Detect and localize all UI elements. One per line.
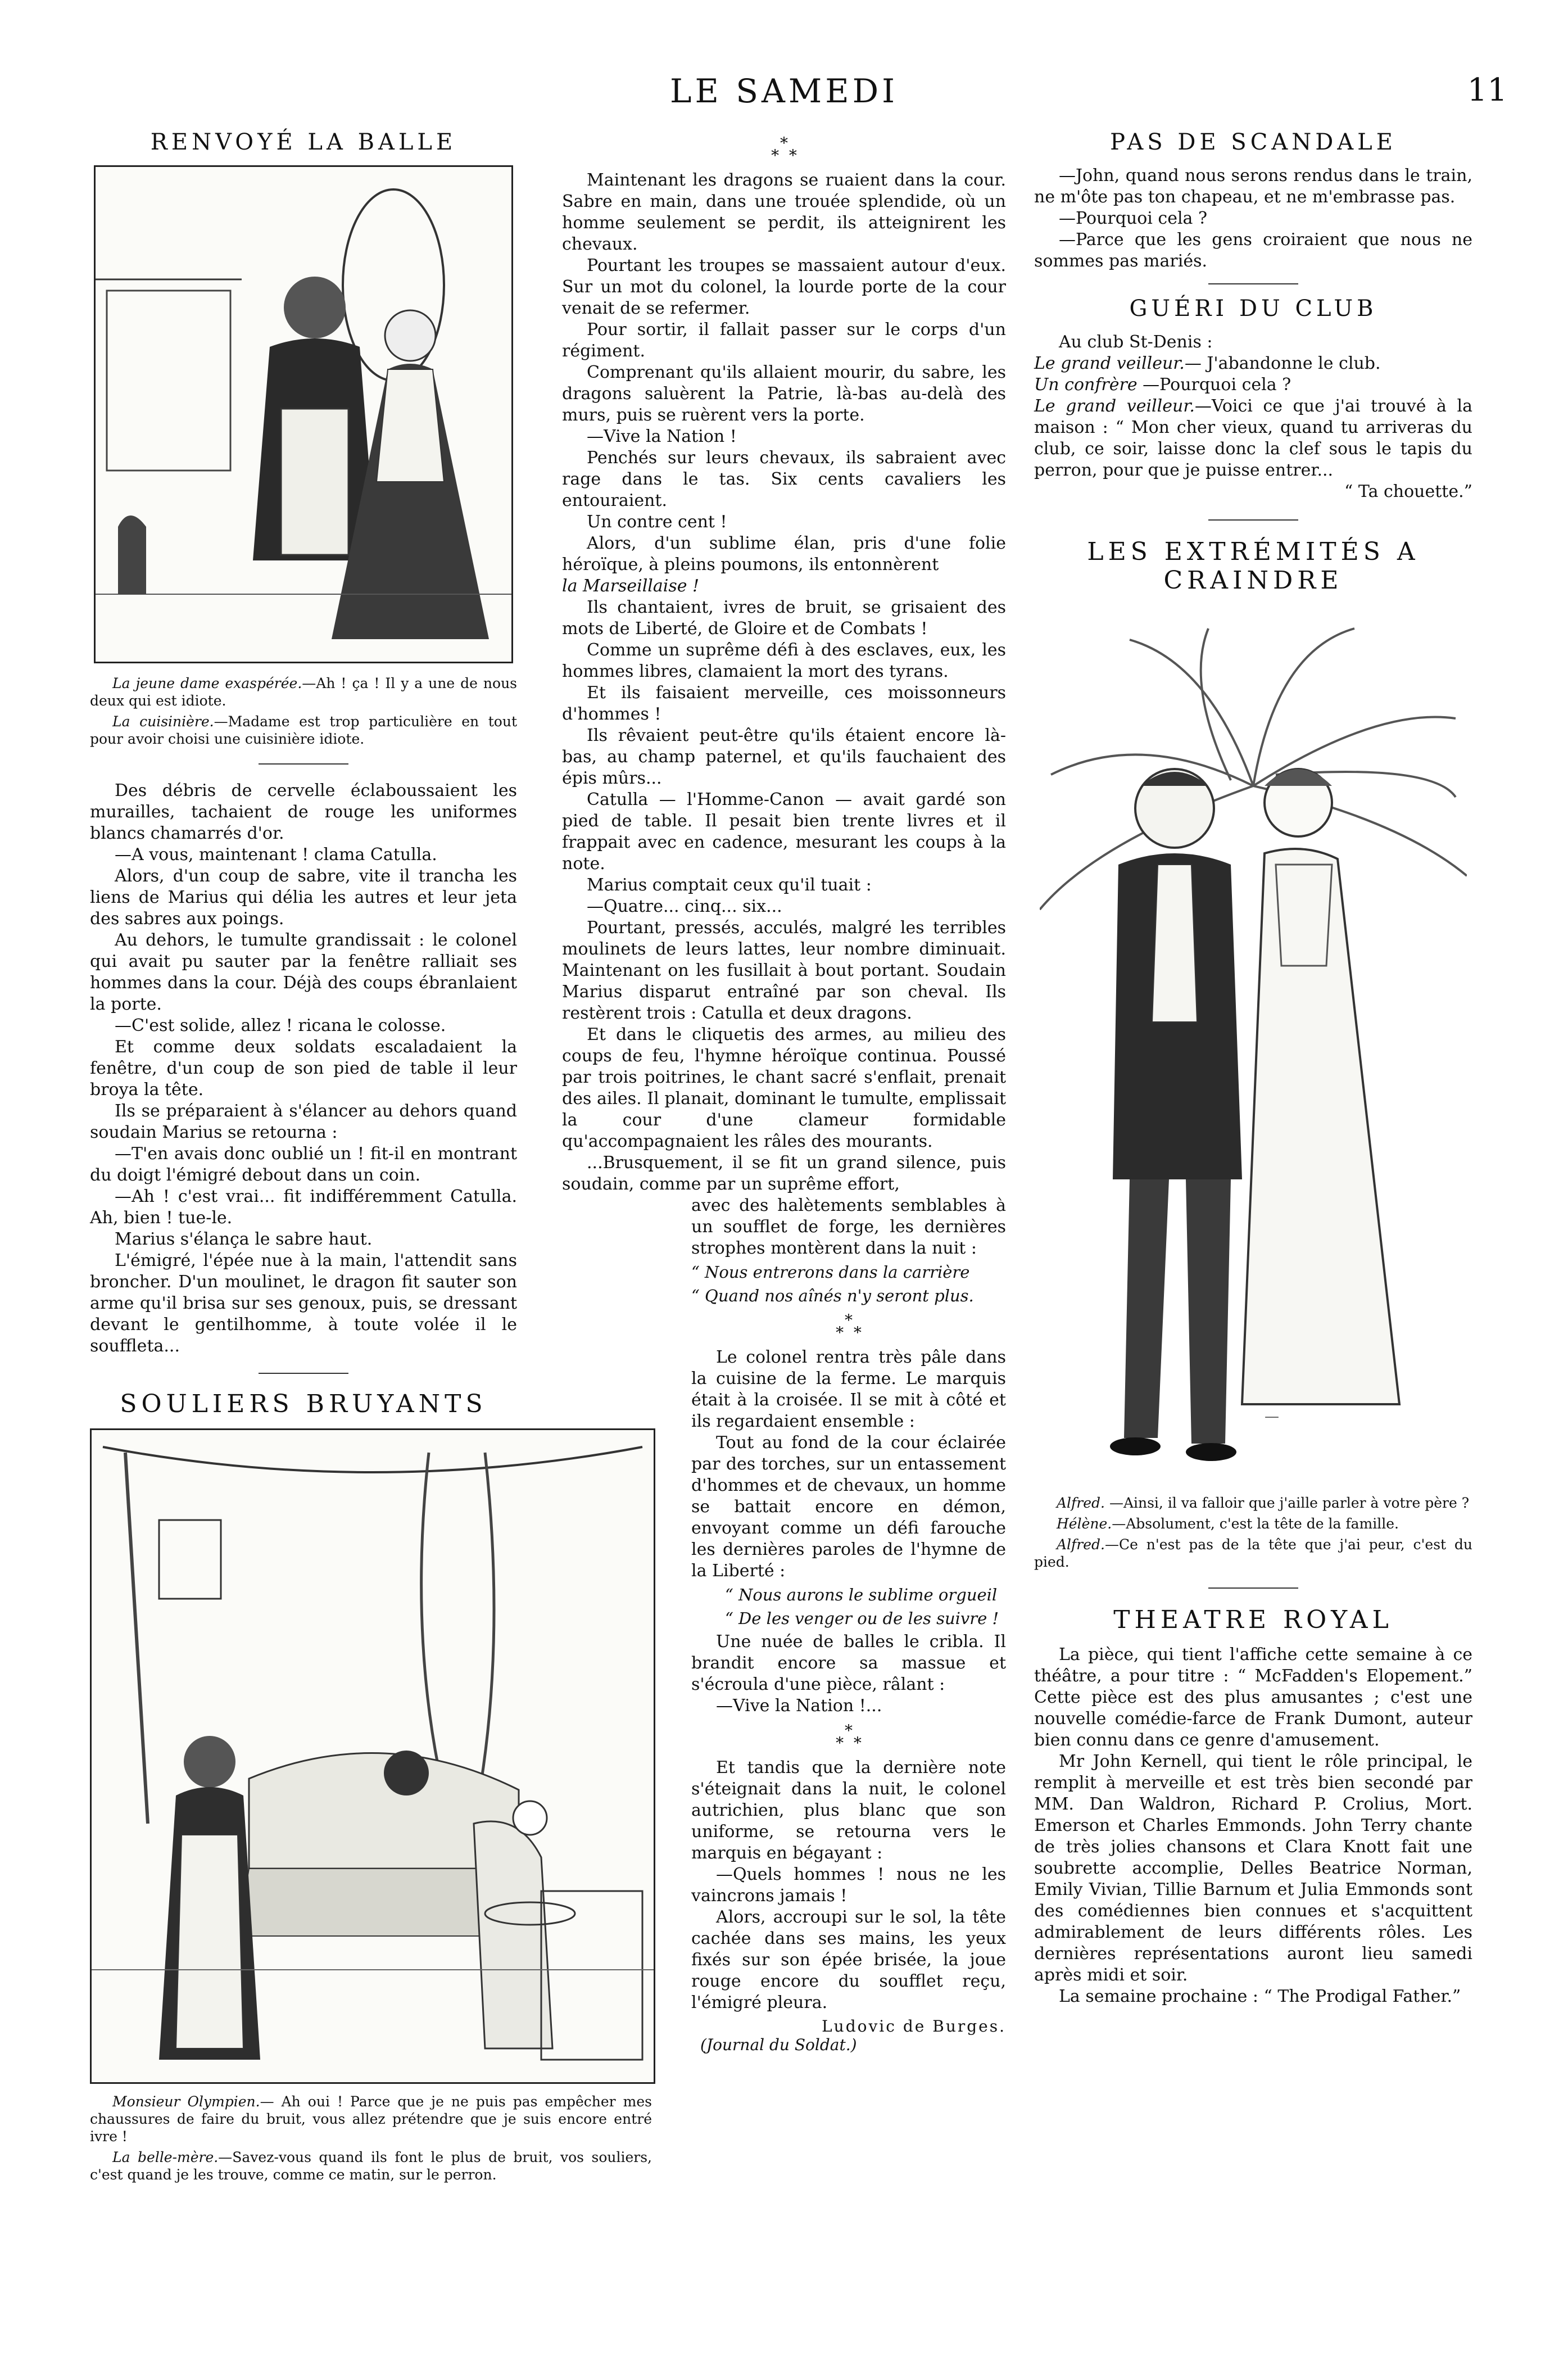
story-paragraph: Des débris de cervelle éclaboussaient les murailles, tachaient de rouge les uniformes blancs chamarrés d'or.: [90, 781, 517, 843]
story-paragraph: —Vive la Nation !: [587, 427, 737, 446]
column-middle: [562, 129, 1006, 2054]
extremites-caption-1: Alfred. —Ainsi, il va falloir que j'aille parler à votre père ?: [1057, 1495, 1470, 1511]
renvoye-drawing: [96, 167, 511, 662]
extremites-heading: LES EXTRÉMITÉS A CRAINDRE: [1087, 537, 1420, 595]
story-paragraph: Et tandis que la dernière note s'éteignait dans la nuit, le colonel autrichien, plus blanc que son uniforme, se retourna vers le marquis en bégayant :: [691, 1758, 1006, 1863]
verse-line: “ Nous entrerons dans la carrière: [691, 1263, 970, 1282]
scandale-line: —Parce que les gens croiraient que nous ne sommes pas mariés.: [1034, 230, 1472, 271]
story-paragraph: Le colonel rentra très pâle dans la cuisine de la ferme. Le marquis était à la croisée. Il se mit à côté et ils regardaient ensemble :: [691, 1347, 1006, 1431]
gueri-line: Le grand veilleur.—Voici ce que j'ai trouvé à la maison : “ Mon cher vieux, quand tu arriveras du club, ce soir, laisse donc la clef sous le tapis du perron, pour que je puisse entrer...: [1034, 396, 1472, 480]
verse-line: “ Nous aurons le sublime orgueil: [725, 1585, 998, 1604]
story-paragraph: Et comme deux soldats escaladaient la fenêtre, d'un coup de son pied de table il leur broya la tête.: [90, 1037, 517, 1100]
theatre-paragraph: Mr John Kernell, qui tient le rôle principal, le remplit à merveille et est très bien secondé par MM. Dan Waldron, Richard P. Crolius, Mort. Emerson et Charles Emmonds. John Terry chante de très jolies chansons et Clara Knott fait une soubrette accomplie, Delles Beatrice Norman, Emily Vivian, Tillie Barnum et Julia Emmonds sont des comédiennes bien connues et s'acquittent admirablement de leurs différents rôles. Les dernières représentations auront lieu samedi après midi et soir.: [1034, 1752, 1472, 1985]
extremites-caption-3: Alfred.—Ce n'est pas de la tête que j'ai peur, c'est du pied.: [1034, 1536, 1472, 1570]
story-paragraph: —A vous, maintenant ! clama Catulla.: [115, 845, 437, 865]
story-paragraph: Comprenant qu'ils allaient mourir, du sabre, les dragons saluèrent la Patrie, là-bas au-delà des murs, puis se ruèrent vers la porte.: [562, 363, 1006, 425]
renvoye-caption-1: La jeune dame exaspérée.—Ah ! ça ! Il y a une de nous deux qui est idiote.: [90, 675, 517, 709]
renvoye-caption-2: La cuisinière.—Madame est trop particulière en tout pour avoir choisi une cuisinière idiote.: [90, 713, 517, 747]
story-paragraph: Marius comptait ceux qu'il tuait :: [587, 875, 872, 895]
story-paragraph: Pourtant, pressés, acculés, malgré les terribles moulinets de leurs lattes, leur nombre diminuait. Maintenant on les fusillait à bout portant. Soudain Marius disparut entraîné par son cheval. Ils restèrent trois : Catulla et deux dragons.: [562, 918, 1006, 1023]
story-paragraph: Maintenant les dragons se ruaient dans la cour. Sabre en main, dans une trouée splendide, où un homme seulement se perdit, ils atteignirent les chevaux.: [562, 170, 1006, 254]
souliers-heading: SOULIERS BRUYANTS: [120, 1390, 487, 1418]
story-paragraph: —Quatre... cinq... six...: [587, 897, 782, 916]
story-paragraph: Et dans le cliquetis des armes, au milieu des coups de feu, l'hymne héroïque continua. Poussé par trois poitrines, le chant sacré s'enflait, prenait des ailes. Il planait, dominant le tumulte, emplissait la cour d'une clameur formidable qu'accompagnaient les râles des mourants.: [562, 1025, 1006, 1151]
souliers-caption-1: Monsieur Olympien.— Ah oui ! Parce que je ne puis pas empêcher mes chaussures de faire du bruit, vous allez prétendre que je suis encore entré ivre !: [90, 2093, 652, 2145]
story-paragraph: Ils chantaient, ivres de bruit, se grisaient des mots de Liberté, de Gloire et de Combats !: [562, 598, 1006, 639]
story-paragraph: Un contre cent !: [587, 512, 727, 532]
story-paragraph: —T'en avais donc oublié un ! fit-il en montrant du doigt l'émigré debout dans un coin.: [90, 1144, 517, 1185]
story-paragraph: Marius s'élança le sabre haut.: [115, 1229, 373, 1249]
story-paragraph: —Vive la Nation !...: [716, 1696, 882, 1716]
story-paragraph: Catulla — l'Homme-Canon — avait gardé son pied de table. Il pesait bien trente livres et il frappait avec en cadence, mesurant les coups à la note.: [562, 790, 1006, 874]
extremites-illustration: [1040, 617, 1467, 1483]
story-paragraph: Une nuée de balles le cribla. Il brandit encore sa massue et s'écroula d'une pièce, râlant :: [691, 1632, 1006, 1694]
source-credit: (Journal du Soldat.): [700, 2036, 857, 2054]
souliers-caption-2: La belle-mère.—Savez-vous quand ils font le plus de bruit, vos souliers, c'est quand je les trouve, comme ce matin, sur le perron.: [90, 2149, 652, 2183]
story-paragraph: Pour sortir, il fallait passer sur le corps d'un régiment.: [562, 320, 1006, 361]
story-col2-b: [562, 597, 1006, 1195]
story-paragraph: Alors, accroupi sur le sol, la tête cachée dans ses mains, les yeux fixés sur son épée brisée, la joue rouge encore du soufflet reçu, l'émigré pleura.: [691, 1907, 1006, 2012]
signature: Ludovic de Burges.: [822, 2017, 1006, 2036]
verse-line: “ De les venger ou de les suivre !: [725, 1609, 999, 1628]
story-paragraph: L'émigré, l'épée nue à la main, l'attendit sans broncher. D'un moulinet, le dragon fit sauter son arme qu'il brisa sur ses genoux, puis, se dressant devant le gentilhomme, à toute volée il le souffleta...: [90, 1251, 517, 1356]
page-number: 11: [1467, 72, 1507, 108]
story-paragraph: Comme un suprême défi à des esclaves, eux, les hommes libres, clamaient la mort des tyrans.: [562, 640, 1006, 681]
story-paragraph: Ils se préparaient à s'élancer au dehors quand soudain Marius se retourna :: [90, 1101, 517, 1142]
extremites-drawing: [1040, 617, 1467, 1483]
story-col1: [90, 780, 517, 1357]
story-paragraph: —Quels hommes ! nous ne les vaincrons jamais !: [691, 1865, 1006, 1906]
scandale-line: —John, quand nous serons rendus dans le train, ne m'ôte pas ton chapeau, et ne m'embrasse pas.: [1034, 166, 1472, 207]
verse-line: “ Quand nos aînés n'y seront plus.: [691, 1286, 974, 1305]
scandale-heading: PAS DE SCANDALE: [1110, 129, 1397, 155]
section-stars: * * *: [836, 1311, 862, 1342]
theatre-paragraph: La semaine prochaine : “ The Prodigal Father.”: [1059, 1987, 1461, 2006]
divider: [1208, 283, 1298, 284]
story-paragraph: Alors, d'un coup de sabre, vite il trancha les liens de Marius qui délia les autres et leur jeta des sabres aux poings.: [90, 866, 517, 929]
marseillaise: la Marseillaise !: [562, 576, 700, 596]
theatre-heading: THEATRE ROYAL: [1113, 1605, 1393, 1634]
story-paragraph: Au dehors, le tumulte grandissait : le colonel qui avait pu sauter par la fenêtre ralliait ses hommes dans la cour. Déjà des coups ébranlaient la porte.: [90, 930, 517, 1014]
gueri-line: Le grand veilleur.— J'abandonne le club.: [1034, 354, 1381, 373]
divider: [259, 1373, 348, 1374]
gueri-heading: GUÉRI DU CLUB: [1129, 296, 1377, 322]
gueri-intro: Au club St-Denis :: [1059, 332, 1213, 352]
divider: [1208, 1587, 1298, 1589]
story-paragraph: Alors, d'un sublime élan, pris d'une folie héroïque, à pleins poumons, ils entonnèrent: [562, 533, 1006, 575]
renvoye-illustration: [94, 165, 513, 663]
story-paragraph: avec des halètements semblables à un soufflet de forge, les dernières strophes montèrent dans la nuit :: [691, 1196, 1006, 1258]
story-paragraph: ...Brusquement, il se fit un grand silence, puis soudain, comme par un suprême effort,: [562, 1153, 1006, 1194]
story-paragraph: Tout au fond de la cour éclairée par des torches, sur un entassement d'hommes et de chevaux, un homme se battait encore en démon, envoyant comme un défi farouche les dernières paroles de l'hymne de la Liberté :: [691, 1433, 1006, 1581]
story-col2-a: [562, 170, 1006, 597]
section-stars: * * *: [771, 134, 797, 165]
story-paragraph: —Ah ! c'est vrai... fit indifféremment Catulla. Ah, bien ! tue-le.: [90, 1187, 517, 1228]
story-paragraph: Et ils faisaient merveille, ces moissonneurs d'hommes !: [562, 683, 1006, 724]
divider: [1208, 519, 1298, 521]
gueri-line: Un confrère —Pourquoi cela ?: [1034, 375, 1291, 395]
running-title: LE SAMEDI: [669, 72, 899, 110]
story-paragraph: Penchés sur leurs chevaux, ils sabraient avec rage dans le tas. Six cents cavaliers les entouraient.: [562, 448, 1006, 510]
story-paragraph: —C'est solide, allez ! ricana le colosse.: [115, 1016, 446, 1035]
divider: [259, 763, 348, 765]
extremites-caption-2: Hélène.—Absolument, c'est la tête de la famille.: [1057, 1516, 1399, 1532]
gueri-closing: “ Ta chouette.”: [1344, 482, 1472, 501]
story-paragraph: Ils rêvaient peut-être qu'ils étaient encore là-bas, au champ paternel, et qu'ils fauchaient des épis mûrs...: [562, 726, 1006, 788]
renvoye-heading: RENVOYÉ LA BALLE: [150, 129, 457, 155]
scandale-line: —Pourquoi cela ?: [1059, 209, 1208, 228]
story-paragraph: Pourtant les troupes se massaient autour d'eux. Sur un mot du colonel, la lourde porte de la cour venait de se refermer.: [562, 256, 1006, 318]
artist-mark: —: [1265, 1408, 1279, 1425]
section-stars: * * *: [836, 1721, 862, 1752]
column-right: [1034, 129, 1472, 2007]
theatre-paragraph: La pièce, qui tient l'affiche cette semaine à ce théâtre, a pour titre : “ McFadden's Elopement.” Cette pièce est des plus amusantes ; c'est une nouvelle comédie-farce de Frank Dumont, auteur bien connu dans ce genre d'amusement.: [1034, 1645, 1472, 1750]
